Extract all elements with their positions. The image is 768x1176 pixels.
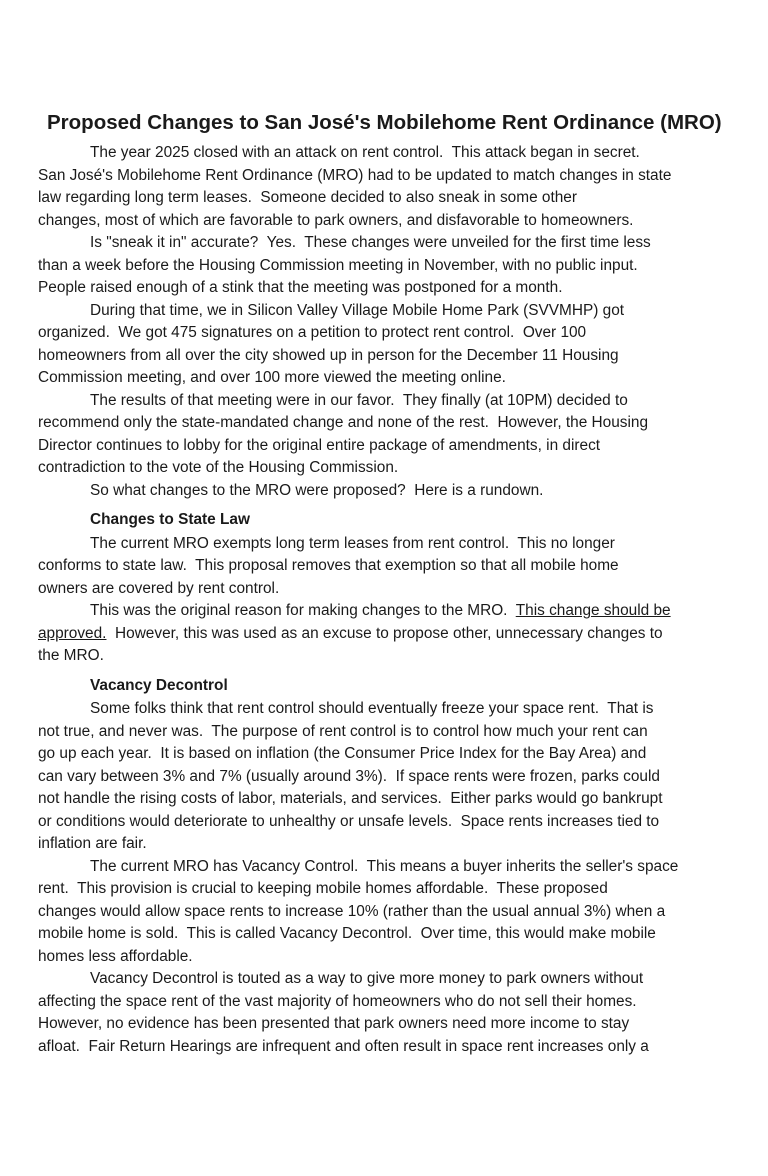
paragraph [38, 232, 738, 300]
text-line: During that time, we in Silicon Valley Village Mobile Home Park (SVVMHP) got [90, 301, 625, 319]
text-line: People raised enough of a stink that the meeting was postponed for a month. [38, 279, 563, 296]
document-page [38, 108, 738, 1058]
text-line [38, 623, 738, 646]
text-line: can vary between 3% and 7% (usually around 3%). If space rents were frozen, parks could [38, 767, 660, 785]
text-line: go up each year. It is based on inflation (the Consumer Price Index for the Bay Area) and [38, 745, 647, 762]
text-line: conforms to state law. This proposal removes that exemption so that all mobile home [38, 557, 619, 574]
text-line: not handle the rising costs of labor, materials, and services. Either parks would go bankrupt [38, 790, 663, 807]
paragraph [38, 698, 738, 856]
text-line: owners are covered by rent control. [38, 579, 280, 597]
text-line: Vacancy Decontrol is touted as a way to give more money to park owners without [90, 970, 644, 987]
text-span: However, this was used as an excuse to propose other, unnecessary changes to [106, 624, 663, 642]
text-line: homes less affordable. [38, 947, 193, 965]
underlined-text: approved. [38, 624, 107, 642]
paragraph [38, 300, 738, 390]
text-line [38, 600, 738, 623]
text-line: the MRO. [38, 647, 104, 664]
text-line: changes, most of which are favorable to park owners, and disfavorable to homeowners. [38, 211, 634, 229]
paragraph [38, 856, 738, 969]
text-line: law regarding long term leases. Someone decided to also sneak in some other [38, 189, 577, 206]
paragraph [38, 968, 738, 1058]
section-heading: Changes to State Law [90, 511, 250, 528]
text-line: However, no evidence has been presented that park owners need more income to stay [38, 1015, 630, 1032]
text-line: So what changes to the MRO were proposed? Here is a rundown. [90, 481, 544, 499]
text-line: contradiction to the vote of the Housing Commission. [38, 459, 399, 476]
section-heading: Vacancy Decontrol [90, 676, 228, 694]
text-line: Is "sneak it in" accurate? Yes. These changes were unveiled for the first time less [90, 234, 651, 251]
paragraph [38, 480, 738, 503]
text-line: inflation are fair. [38, 835, 147, 852]
text-line: rent. This provision is crucial to keeping mobile homes affordable. These proposed [38, 880, 608, 897]
page-title: Proposed Changes to San José's Mobilehome Rent Ordinance (MRO) [47, 111, 722, 134]
text-line: recommend only the state-mandated change and none of the rest. However, the Housing [38, 414, 649, 431]
text-line: The current MRO exempts long term leases from rent control. This no longer [90, 534, 615, 552]
paragraph [38, 600, 738, 668]
underlined-text: This change should be [515, 602, 671, 619]
paragraph [38, 533, 738, 601]
text-line: The results of that meeting were in our favor. They finally (at 10PM) decided to [90, 391, 628, 409]
text-line: affecting the space rent of the vast majority of homeowners who do not sell their homes. [38, 992, 637, 1010]
text-line: The year 2025 closed with an attack on rent control. This attack began in secret. [90, 144, 640, 161]
text-line: mobile home is sold. This is called Vacancy Decontrol. Over time, this would make mobile [38, 925, 656, 942]
text-line: or conditions would deteriorate to unhealthy or unsafe levels. Space rents increases tied to [38, 812, 660, 830]
document-body [38, 142, 738, 1058]
text-line: organized. We got 475 signatures on a petition to protect rent control. Over 100 [38, 324, 587, 341]
text-line: not true, and never was. The purpose of rent control is to control how much your rent can [38, 722, 648, 740]
text-line: Some folks think that rent control should eventually freeze your space rent. That is [90, 700, 654, 717]
text-line: Director continues to lobby for the original entire package of amendments, in direct [38, 436, 601, 454]
text-line: changes would allow space rents to increase 10% (rather than the usual annual 3%) when a [38, 902, 666, 920]
text-line: afloat. Fair Return Hearings are infrequent and often result in space rent increases only a [38, 1037, 649, 1055]
text-line: San José's Mobilehome Rent Ordinance (MRO) had to be updated to match changes in state [38, 166, 672, 184]
text-line: Commission meeting, and over 100 more viewed the meeting online. [38, 369, 506, 386]
text-line: homeowners from all over the city showed up in person for the December 11 Housing [38, 346, 619, 364]
paragraph [38, 390, 738, 480]
text-line: The current MRO has Vacancy Control. This means a buyer inherits the seller's space [90, 857, 679, 875]
paragraph [38, 142, 738, 232]
text-line: than a week before the Housing Commission meeting in November, with no public input. [38, 256, 638, 274]
text-span: This was the original reason for making changes to the MRO. [90, 602, 516, 619]
